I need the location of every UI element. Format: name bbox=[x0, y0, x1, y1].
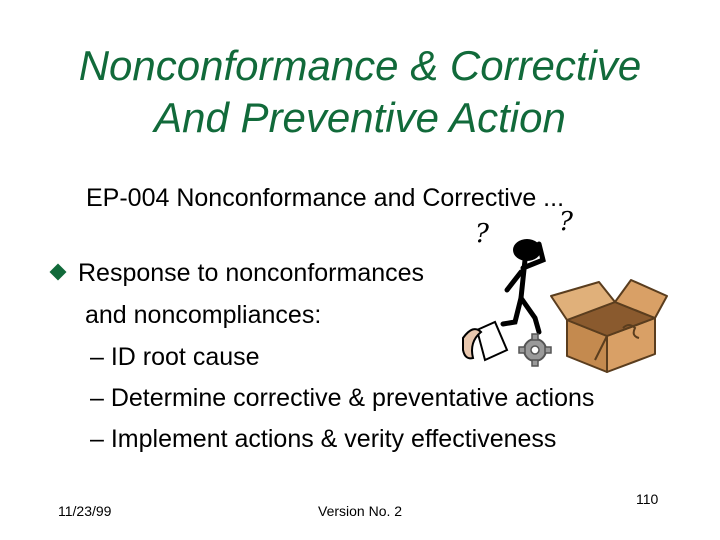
bullet-line-1: Response to nonconformances bbox=[78, 259, 425, 287]
title-line-2: And Preventive Action bbox=[154, 94, 566, 141]
bullet-line-2: and noncompliances: bbox=[85, 301, 322, 329]
sub-item-implement-actions: – Implement actions & verity effectiveness bbox=[90, 425, 557, 453]
footer-version: Version No. 2 bbox=[318, 503, 403, 519]
footer-page-number: 110 bbox=[636, 491, 659, 507]
footer-date: 11/23/99 bbox=[58, 503, 112, 519]
slide-title bbox=[20, 40, 700, 144]
bullet-item bbox=[52, 258, 424, 288]
sub-item-determine-actions: – Determine corrective & preventative actions bbox=[90, 384, 595, 412]
confused-figure-with-box-clipart-icon bbox=[455, 200, 670, 380]
slide-subtitle: EP-004 Nonconformance and Corrective ... bbox=[86, 184, 565, 212]
diamond-bullet-icon bbox=[50, 264, 67, 281]
title-line-1: Nonconformance & Corrective bbox=[78, 42, 642, 89]
svg-text:?: ? bbox=[475, 219, 489, 249]
sub-item-root-cause: – ID root cause bbox=[90, 343, 260, 371]
svg-text:?: ? bbox=[559, 207, 573, 237]
